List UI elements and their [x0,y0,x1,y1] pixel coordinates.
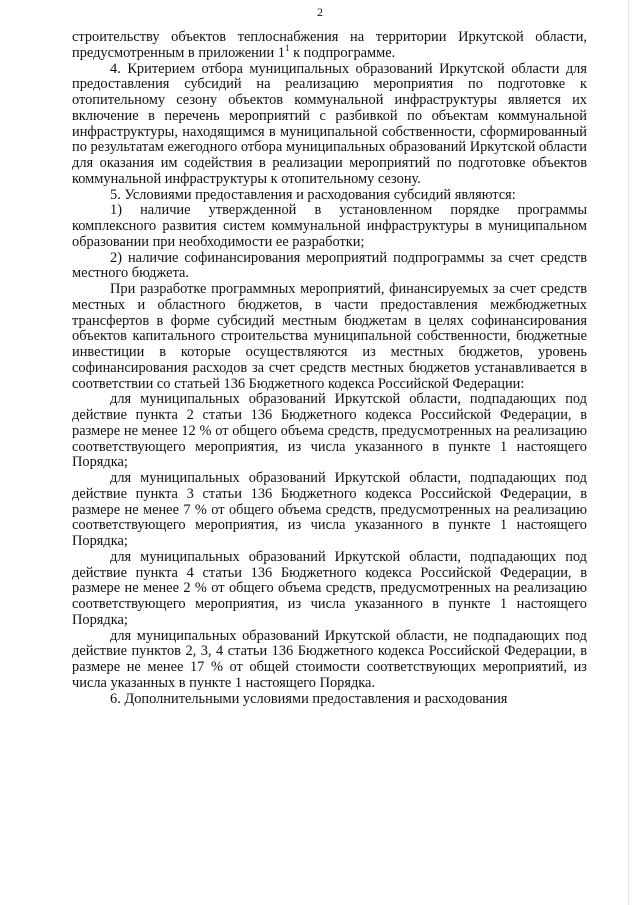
paragraph-point-3-rate: для муниципальных образований Иркутской области, подпадающих под действие пункта 3 статьи 136 Бюджетного кодекса Российской Федерации, в размере не менее 7 % от общего объема средств, предусмотренных на реализацию соответствующего мероприятия, из числа указанного в пункте 1 настоящего Порядка; [72,470,587,549]
document-body [72,30,587,707]
paragraph-item-4-selection-criterion: 4. Критерием отбора муниципальных образований Иркутской области для предоставления субсидий на реализацию мероприятия по подготовке к отопительному сезону объектов коммунальной инфраструктуры является их включение в перечень мероприятий с разбивкой по объектам коммунальной инфраструктуры, находящимся в муниципальной собственности, сформированный по результатам ежегодного отбора муниципальных образований Иркутской области для оказания им содействия в реализации мероприятий по подготовке объектов коммунальной инфраструктуры к отопительному сезону. [72,60,587,187]
paragraph-item-5-conditions: 5. Условиями предоставления и расходования субсидий являются: [110,186,516,203]
paragraph-other-municipalities-rate: для муниципальных образований Иркутской области, не подпадающих под действие пунктов 2, 3, 4 статьи 136 Бюджетного кодекса Российской Федерации, в размере не менее 17 % от общей стоимости соответствующих мероприятий, из числа указанных в пункте 1 настоящего Порядка. [72,627,587,691]
paragraph-point-2-rate: для муниципальных образований Иркутской области, подпадающих под действие пункта 2 статьи 136 Бюджетного кодекса Российской Федерации, в размере не менее 12 % от общего объема средств, предусмотренных на реализацию соответствующего мероприятия, из числа указанного в пункте 1 настоящего Порядка; [72,391,587,471]
paragraph-condition-1: 1) наличие утвержденной в установленном порядке программы комплексного развития систем коммунальной инфраструктуры в муниципальном образовании при необходимости ее разработки; [72,202,587,250]
scan-edge-line [628,0,629,905]
page-number: 2 [317,5,323,19]
paragraph-item-6-additional-conditions: 6. Дополнительными условиями предоставления и расходования [110,690,508,707]
paragraph-condition-2: 2) наличие софинансирования мероприятий подпрограммы за счет средств местного бюджета. [72,249,587,282]
paragraph-cofinancing-rules: При разработке программных мероприятий, финансируемых за счет средств местных и областного бюджетов, в части предоставления межбюджетных трансфертов в форме субсидий местным бюджетам в целях софинансирования объектов капитального строительства муниципальной собственности, бюджетные инвестиции в которые осуществляются из местных бюджетов, уровень софинансирования расходов за счет средств местных бюджетов устанавливается в соответствии со статьей 136 Бюджетного кодекса Российской Федерации: [72,281,587,392]
appendix-superscript: 1 [284,42,290,53]
paragraph-heat-supply-continuation [72,30,587,62]
paragraph-text: к подпрограмме. [289,44,396,61]
paragraph-point-4-rate: для муниципальных образований Иркутской области, подпадающих под действие пункта 4 статьи 136 Бюджетного кодекса Российской Федерации, в размере не менее 2 % от общего объема средств, предусмотренных на реализацию соответствующего мероприятия, из числа указанного в пункте 1 настоящего Порядка; [72,548,587,628]
paragraph-text: строительству объектов теплоснабжения на территории Иркутской области, предусмотренным в приложении 1 [72,29,587,61]
